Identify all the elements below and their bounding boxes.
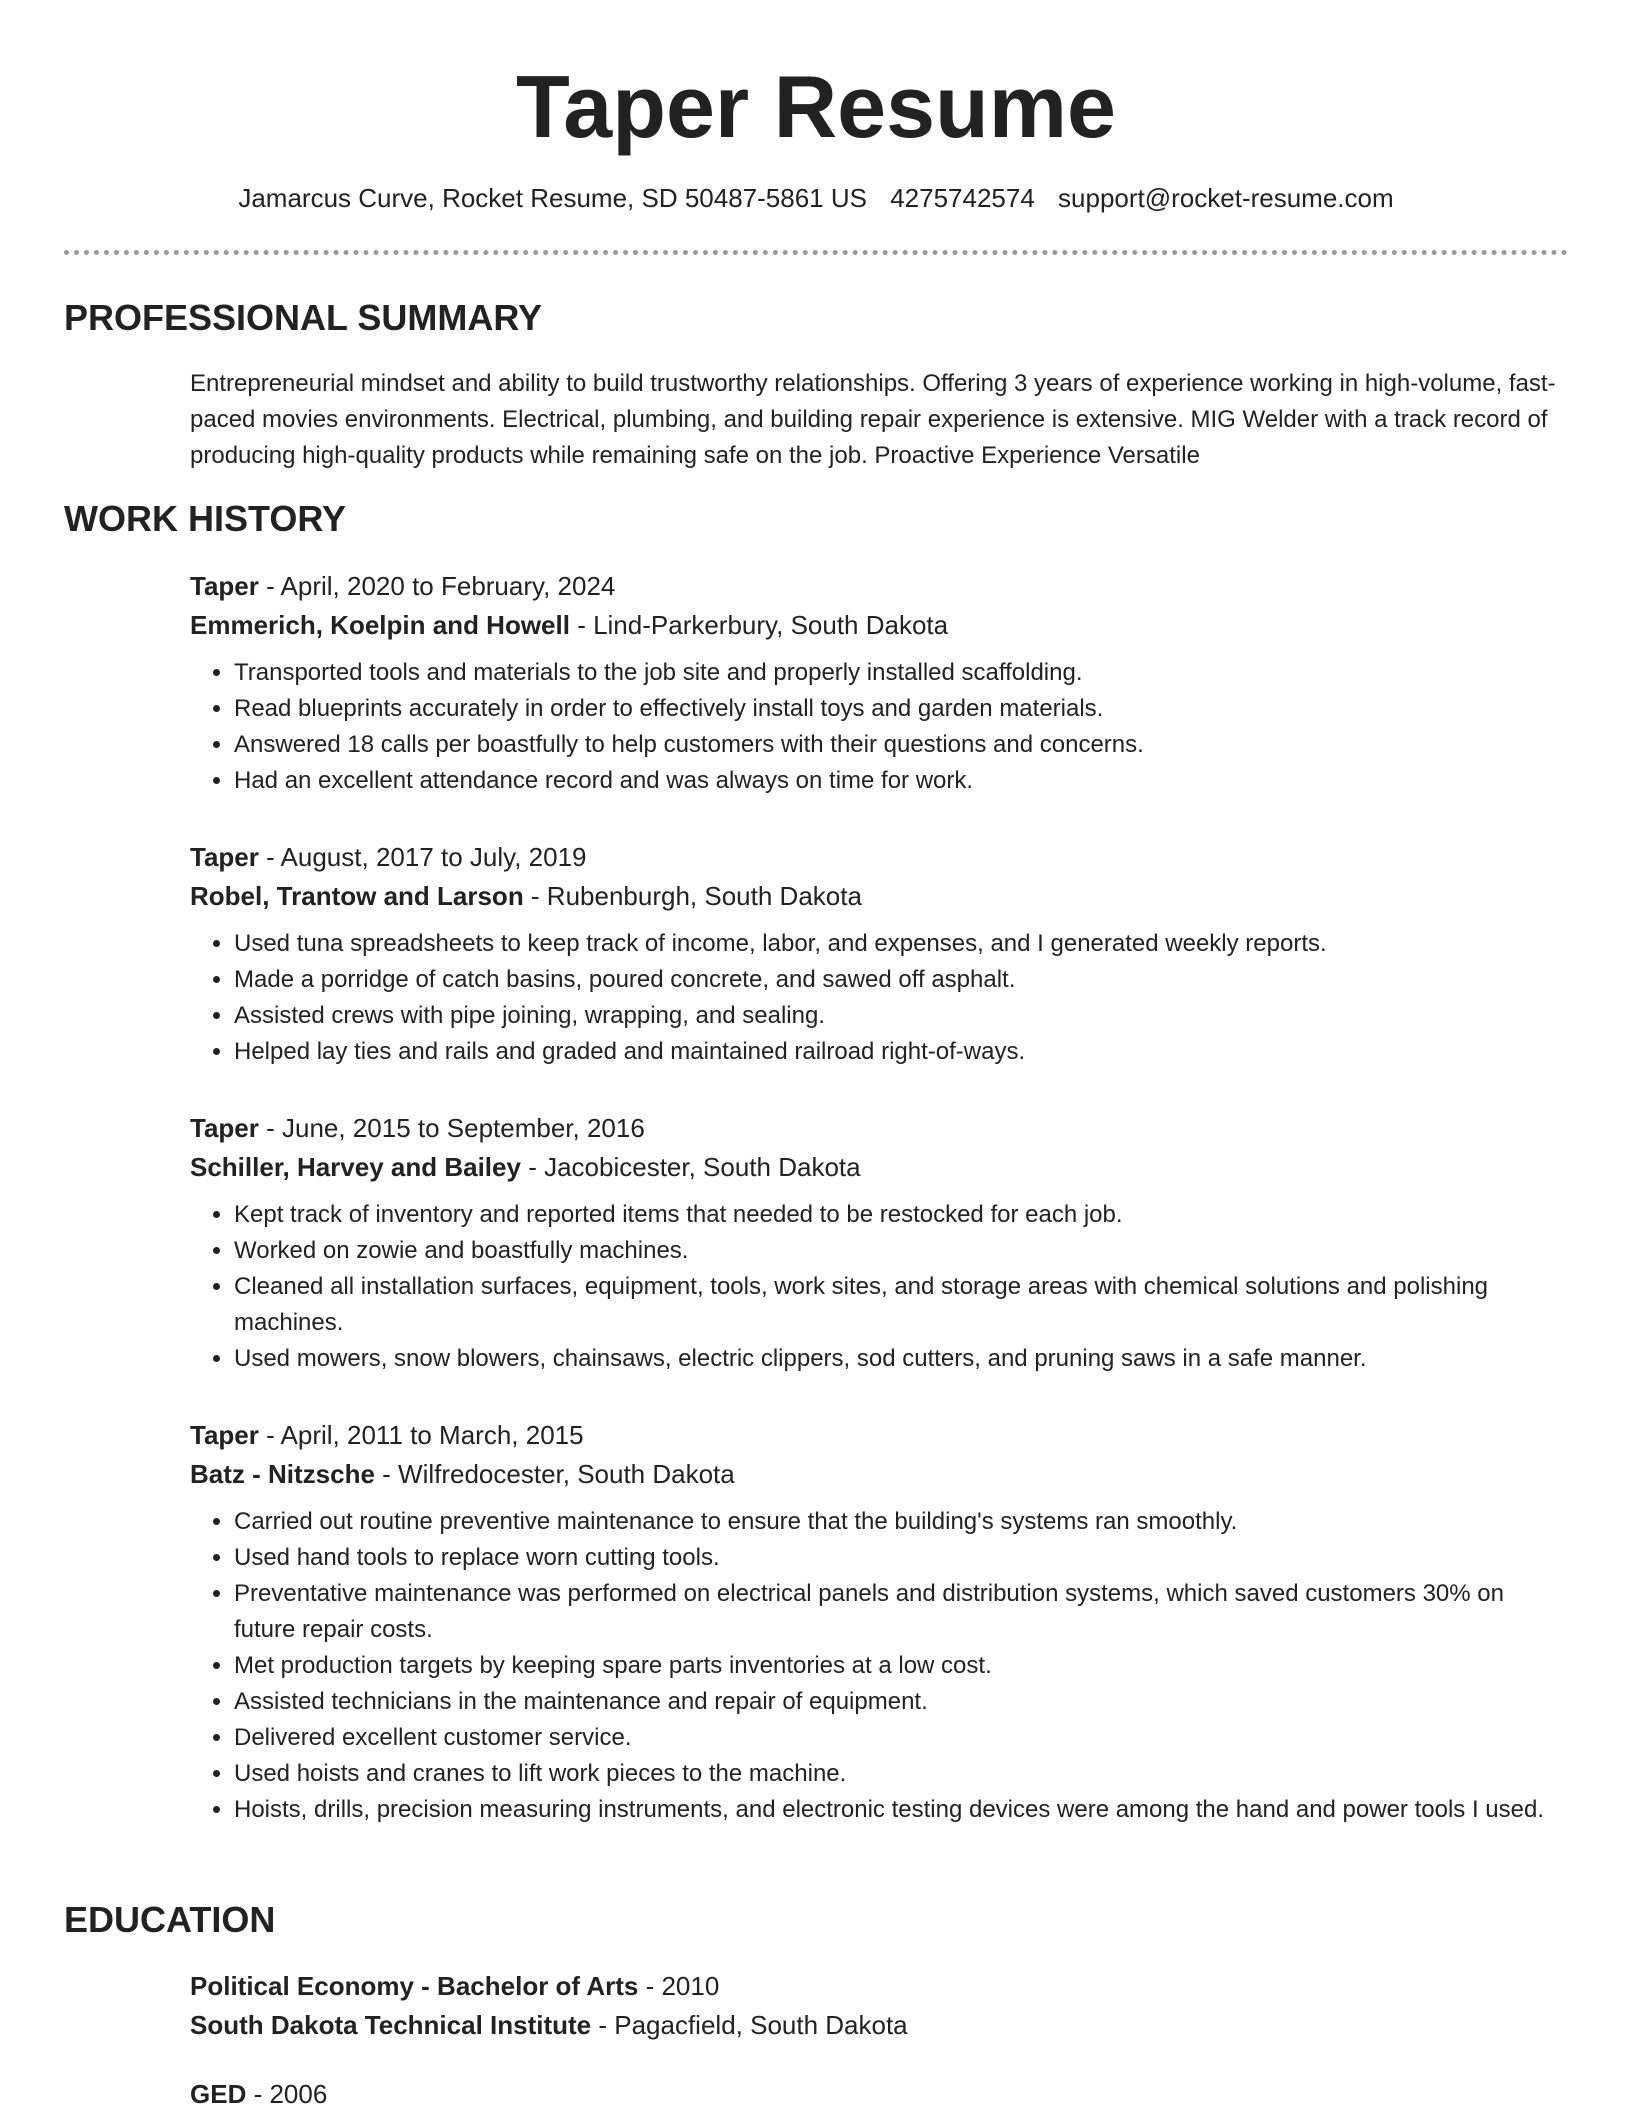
job-dates: - June, 2015 to September, 2016 — [258, 1113, 645, 1143]
job-bullets — [190, 926, 1560, 1070]
education-degree: GED — [190, 2079, 247, 2109]
job-title-line — [190, 567, 1560, 606]
job-bullet: • Carried out routine preventive maintenance to ensure that the building's systems ran smoothly. — [234, 1504, 1560, 1540]
education-school-line — [190, 2006, 1560, 2045]
job-entry — [190, 838, 1560, 1070]
job-bullet: • Hoists, drills, precision measuring instruments, and electronic testing devices were among the hand and power tools I used. — [234, 1792, 1560, 1828]
job-role: Taper — [190, 571, 259, 601]
job-dates: - April, 2020 to February, 2024 — [258, 571, 616, 601]
job-company-line — [190, 606, 1560, 645]
work-history-heading: WORK HISTORY — [64, 498, 347, 539]
header-divider — [64, 250, 1568, 255]
contact-line — [0, 180, 1632, 216]
education-year: - 2006 — [246, 2079, 328, 2109]
job-company-line — [190, 1455, 1560, 1494]
education-year: - 2010 — [638, 1971, 720, 2001]
job-bullet: • Delivered excellent customer service. — [234, 1720, 1560, 1756]
education-entry — [190, 1967, 1560, 2045]
job-bullet: • Kept track of inventory and reported items that needed to be restocked for each job. — [234, 1197, 1560, 1233]
summary-text: Entrepreneurial mindset and ability to build trustworthy relationships. Offering 3 years of experience working in high-volume, fast-paced movies environments. Electrical, plumbing, and building repair experience is extensive. MIG Welder with a track record of producing high-quality products while remaining safe on the job. Proactive Experience Versatile — [190, 370, 1556, 469]
contact-email: support@rocket-resume.com — [1058, 183, 1394, 213]
job-bullet: • Helped lay ties and rails and graded and maintained railroad right-of-ways. — [234, 1034, 1560, 1070]
job-bullet: • Used hoists and cranes to lift work pieces to the machine. — [234, 1756, 1560, 1792]
job-location: - Jacobicester, South Dakota — [520, 1152, 861, 1182]
job-role: Taper — [190, 1420, 259, 1450]
job-company: Robel, Trantow and Larson — [190, 881, 524, 911]
education-location: - Pagacfield, South Dakota — [591, 2010, 908, 2040]
job-bullet: • Worked on zowie and boastfully machines. — [234, 1233, 1560, 1269]
job-bullets — [190, 1504, 1560, 1828]
job-bullet: • Assisted technicians in the maintenance and repair of equipment. — [234, 1684, 1560, 1720]
education-degree-line — [190, 1967, 1560, 2006]
job-company: Schiller, Harvey and Bailey — [190, 1152, 521, 1182]
job-title-line — [190, 1109, 1560, 1148]
job-bullet: • Made a porridge of catch basins, poured concrete, and sawed off asphalt. — [234, 962, 1560, 998]
job-entry — [190, 1109, 1560, 1377]
job-company-line — [190, 1148, 1560, 1187]
job-company: Emmerich, Koelpin and Howell — [190, 610, 570, 640]
job-company: Batz - Nitzsche — [190, 1459, 375, 1489]
job-bullet: • Met production targets by keeping spare parts inventories at a low cost. — [234, 1648, 1560, 1684]
education-school: South Dakota Technical Institute — [190, 2010, 592, 2040]
contact-phone: 4275742574 — [890, 183, 1035, 213]
job-title-line — [190, 1416, 1560, 1455]
summary-heading: PROFESSIONAL SUMMARY — [64, 297, 543, 338]
job-location: - Wilfredocester, South Dakota — [374, 1459, 735, 1489]
resume-name: Taper Resume — [516, 57, 1116, 156]
job-role: Taper — [190, 842, 259, 872]
job-bullet: • Answered 18 calls per boastfully to help customers with their questions and concerns. — [234, 727, 1560, 763]
job-dates: - August, 2017 to July, 2019 — [258, 842, 587, 872]
job-entry — [190, 1416, 1560, 1828]
job-bullet: • Read blueprints accurately in order to effectively install toys and garden materials. — [234, 691, 1560, 727]
job-bullets — [190, 655, 1560, 799]
job-bullet: • Used hand tools to replace worn cutting tools. — [234, 1540, 1560, 1576]
job-bullet: • Preventative maintenance was performed on electrical panels and distribution systems, which saved customers 30% on future repair costs. — [234, 1576, 1560, 1648]
job-bullets — [190, 1197, 1560, 1377]
education-degree-line — [190, 2075, 1560, 2112]
job-bullet: • Transported tools and materials to the job site and properly installed scaffolding. — [234, 655, 1560, 691]
education-degree: Political Economy - Bachelor of Arts — [190, 1971, 639, 2001]
job-bullet: • Cleaned all installation surfaces, equipment, tools, work sites, and storage areas with chemical solutions and polishing machines. — [234, 1269, 1560, 1341]
job-title-line — [190, 838, 1560, 877]
education-entry — [190, 2075, 1560, 2112]
education-heading: EDUCATION — [64, 1899, 276, 1940]
job-location: - Lind-Parkerbury, South Dakota — [569, 610, 949, 640]
job-bullet: • Used mowers, snow blowers, chainsaws, electric clippers, sod cutters, and pruning saws in a safe manner. — [234, 1341, 1560, 1377]
job-bullet: • Assisted crews with pipe joining, wrapping, and sealing. — [234, 998, 1560, 1034]
job-role: Taper — [190, 1113, 259, 1143]
job-company-line — [190, 877, 1560, 916]
job-bullet: • Had an excellent attendance record and was always on time for work. — [234, 763, 1560, 799]
job-location: - Rubenburgh, South Dakota — [523, 881, 862, 911]
job-bullet: • Used tuna spreadsheets to keep track of income, labor, and expenses, and I generated weekly reports. — [234, 926, 1560, 962]
job-dates: - April, 2011 to March, 2015 — [258, 1420, 584, 1450]
contact-address: Jamarcus Curve, Rocket Resume, SD 50487-5861 US — [238, 183, 867, 213]
job-entry — [190, 567, 1560, 799]
